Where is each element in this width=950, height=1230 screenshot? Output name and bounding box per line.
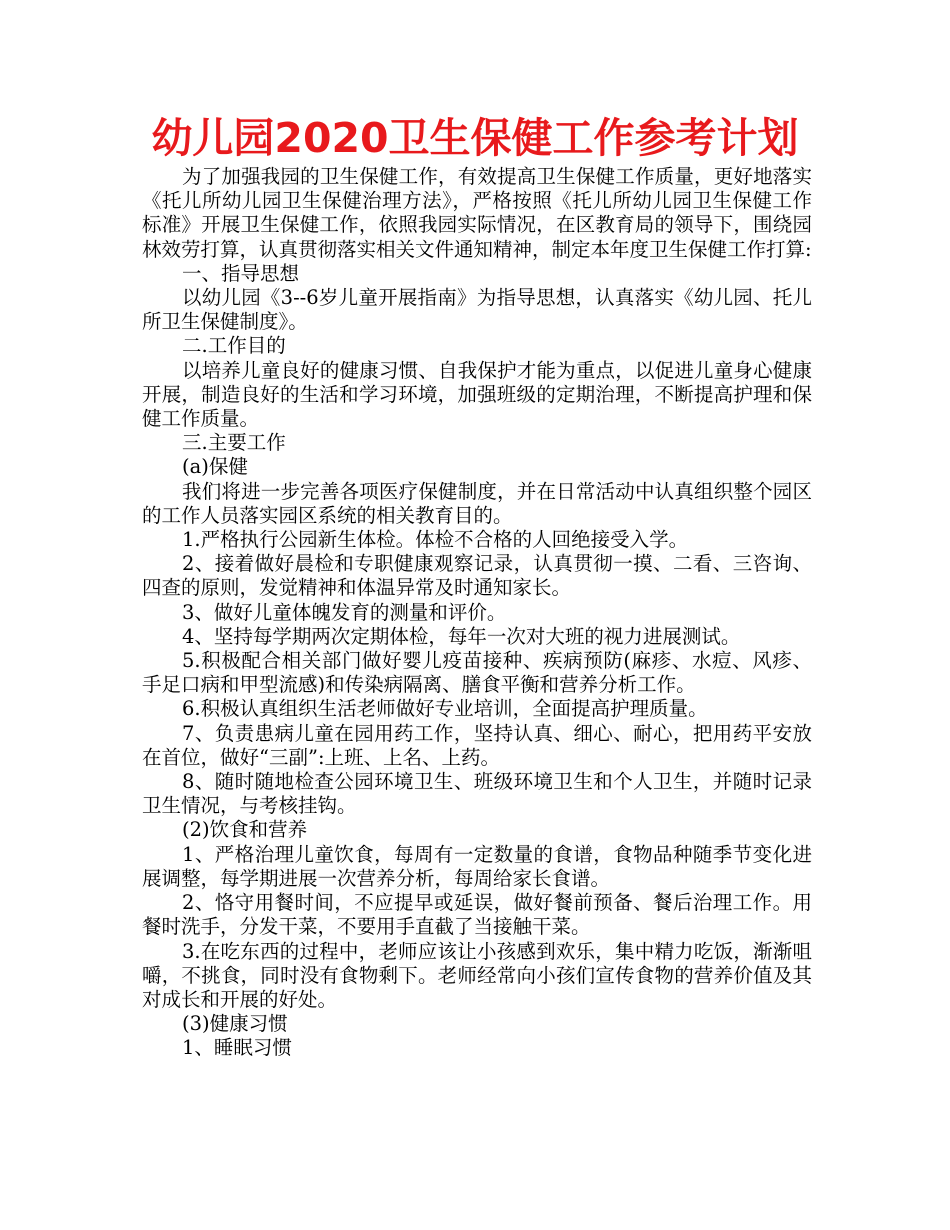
subsection-heading: (a)保健: [182, 455, 248, 479]
section-heading: 三.主要工作: [182, 431, 286, 455]
list-item: 2、接着做好晨检和专职健康观察记录，认真贯彻一摸、二看、三咨询、四查的原则，发觉精神和体温异常及时通知家长。: [142, 552, 812, 600]
paragraph: 我们将进一步完善各项医疗保健制度，并在日常活动中认真组织整个园区的工作人员落实园区系统的相关教育目的。: [142, 479, 812, 527]
section-heading: 二.工作目的: [182, 334, 286, 358]
section-heading: 一、指导思想: [182, 261, 300, 285]
list-item: 6.积极认真组织生活老师做好专业培训，全面提高护理质量。: [182, 697, 708, 721]
list-item: 2、恪守用餐时间，不应提早或延误，做好餐前预备、餐后治理工作。用餐时洗手，分发干菜，不要用手直截了当接触干菜。: [142, 891, 812, 939]
paragraph: 为了加强我园的卫生保健工作，有效提高卫生保健工作质量，更好地落实《托儿所幼儿园卫生保健治理方法》，严格按照《托儿所幼儿园卫生保健工作标准》开展卫生保健工作，依照我园实际情况，在区教育局的领导下，围绕园林效劳打算，认真贯彻落实相关文件通知精神，制定本年度卫生保健工作打算:: [142, 165, 812, 261]
document-title: 幼儿园2020卫生保健工作参考计划: [151, 114, 799, 162]
list-item: 5.积极配合相关部门做好婴儿疫苗接种、疾病预防(麻疹、水痘、风疹、手足口病和甲型流感)和传染病隔离、膳食平衡和营养分析工作。: [142, 649, 812, 697]
subsection-heading: (3)健康习惯: [182, 1012, 288, 1036]
list-item: 1.严格执行公园新生体检。体检不合格的人回绝接受入学。: [182, 528, 689, 552]
list-item: 3.在吃东西的过程中，老师应该让小孩感到欢乐，集中精力吃饭，渐渐咀嚼，不挑食，同时没有食物剩下。老师经常向小孩们宣传食物的营养价值及其对成长和开展的好处。: [142, 939, 812, 1011]
list-item: 8、随时随地检查公园环境卫生、班级环境卫生和个人卫生，并随时记录卫生情况，与考核挂钩。: [142, 770, 812, 818]
list-item: 4、坚持每学期两次定期体检，每年一次对大班的视力进展测试。: [182, 624, 741, 648]
list-item: 1、严格治理儿童饮食，每周有一定数量的食谱，食物品种随季节变化进展调整，每学期进展一次营养分析，每周给家长食谱。: [142, 842, 812, 890]
list-item: 1、睡眠习惯: [182, 1036, 292, 1060]
document-body: [142, 165, 812, 1061]
list-item: 7、负责患病儿童在园用药工作，坚持认真、细心、耐心，把用药平安放在首位，做好“三副”:上班、上名、上药。: [142, 721, 812, 769]
subsection-heading: (2)饮食和营养: [182, 818, 308, 842]
paragraph: 以幼儿园《3--6岁儿童开展指南》为指导思想，认真落实《幼儿园、托儿所卫生保健制度》。: [142, 286, 812, 334]
paragraph: 以培养儿童良好的健康习惯、自我保护才能为重点，以促进儿童身心健康开展，制造良好的生活和学习环境，加强班级的定期治理，不断提高护理和保健工作质量。: [142, 358, 812, 431]
list-item: 3、做好儿童体魄发育的测量和评价。: [182, 600, 507, 624]
